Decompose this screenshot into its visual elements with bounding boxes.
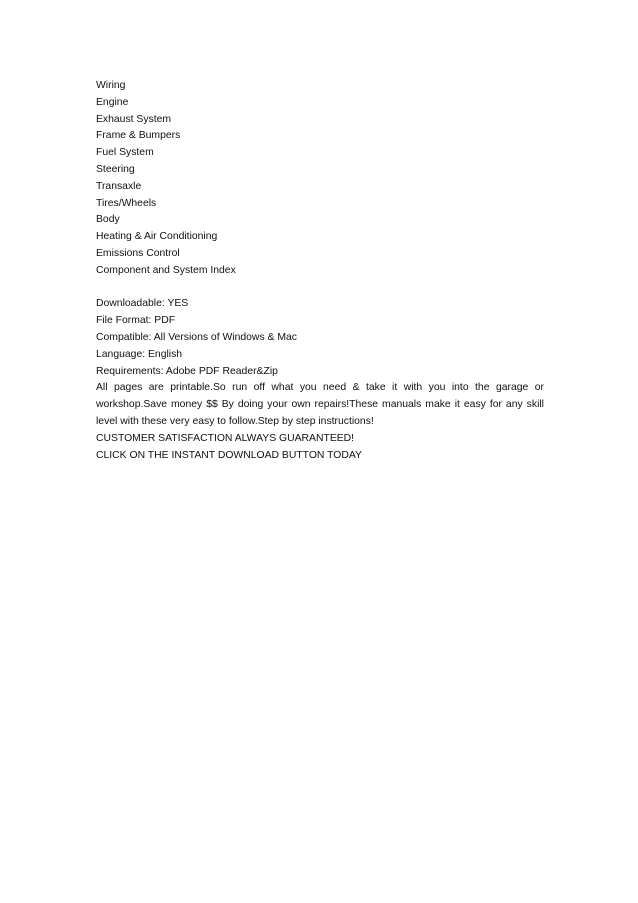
section-item: Wiring (96, 80, 126, 91)
section-item: Tires/Wheels (96, 197, 157, 209)
section-item: Body (96, 214, 120, 226)
section-item: Steering (96, 163, 135, 175)
document-body (96, 78, 544, 464)
call-to-action-text: CLICK ON THE INSTANT DOWNLOAD BUTTON TODAY (96, 449, 362, 461)
section-item: Component and System Index (96, 264, 236, 276)
section-item: Heating & Air Conditioning (96, 231, 218, 243)
requirements-text: Requirements: Adobe PDF Reader&Zip (96, 365, 278, 377)
file-format-text: File Format: PDF (96, 315, 176, 327)
section-item: Exhaust System (96, 113, 172, 125)
section-item: Emissions Control (96, 247, 180, 259)
section-item: Fuel System (96, 147, 154, 159)
downloadable-text: Downloadable: YES (96, 298, 189, 310)
section-item: Frame & Bumpers (96, 130, 181, 142)
section-item: Engine (96, 96, 129, 108)
compatibility-text: Compatible: All Versions of Windows & Mac (96, 331, 297, 343)
section-list (96, 78, 544, 280)
description-paragraph: All pages are printable.So run off what you need & take it with you into the garage or workshop.Save money $$ By doing your own repairs!These manuals make it easy for any skill level with these very easy to follow.Step by step instructions! (96, 382, 544, 427)
language-text: Language: English (96, 348, 183, 360)
section-item: Transaxle (96, 180, 142, 192)
blank-line (96, 280, 544, 297)
guarantee-text: CUSTOMER SATISFACTION ALWAYS GUARANTEED! (96, 432, 355, 444)
product-details (96, 296, 544, 464)
